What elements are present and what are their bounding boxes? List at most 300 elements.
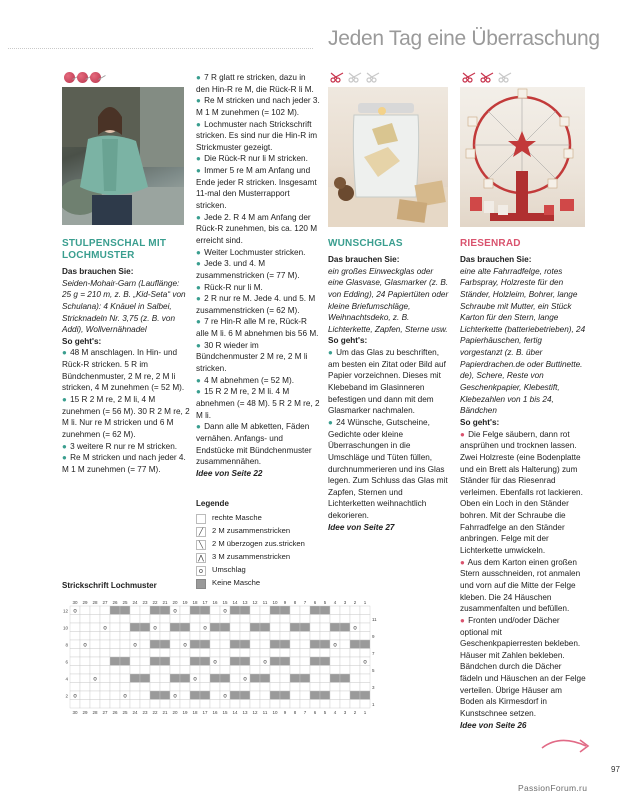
chart-col-label: 29	[82, 710, 88, 715]
chart-cell-no-stitch	[150, 657, 160, 666]
chart-cell	[360, 683, 370, 692]
legend-item: Keine Masche	[196, 577, 326, 590]
chart-cell	[260, 700, 270, 709]
chart-cell	[320, 674, 330, 683]
chart-cell	[350, 649, 360, 658]
chart-cell	[90, 657, 100, 666]
chart-cell	[80, 632, 90, 641]
chart-cell-symbol: o	[363, 659, 367, 666]
chart-row-label: 1	[372, 702, 375, 707]
chart-cell	[190, 700, 200, 709]
chart-col-label: 17	[202, 710, 208, 715]
k2tog-icon: ╱	[196, 527, 206, 537]
step-item: ● Die Rück-R nur li M stricken.	[196, 154, 308, 164]
chart-cell-no-stitch	[120, 606, 130, 615]
chart-cell	[110, 615, 120, 624]
chart-cell	[100, 606, 110, 615]
chart-cell	[90, 649, 100, 658]
chart-col-label: 12	[252, 710, 258, 715]
legend-item: ⋀ 3 M zusammenstricken	[196, 551, 326, 564]
chart-cell	[220, 615, 230, 624]
chart-cell-no-stitch	[130, 674, 140, 683]
chart-cell-no-stitch	[360, 640, 370, 649]
chart-col-label: 7	[303, 600, 307, 605]
step-item: ● Lochmuster nach Strickschrift stricken. Es sind nur die Hin-R im Strickmuster gezeigt.	[196, 119, 318, 152]
chart-cell-no-stitch	[350, 640, 360, 649]
chart-cell-no-stitch	[330, 674, 340, 683]
chart-cell-no-stitch	[320, 606, 330, 615]
chart-cell	[270, 615, 280, 624]
chart-cell	[240, 683, 250, 692]
step-item: ● 4 M abnehmen (= 52 M).	[196, 375, 295, 385]
chart-cell	[160, 632, 170, 641]
chart-cell	[140, 606, 150, 615]
chart-cell	[120, 649, 130, 658]
chart-cell	[110, 623, 120, 632]
chart-cell	[200, 632, 210, 641]
chart-cell-no-stitch	[310, 606, 320, 615]
chart-cell-no-stitch	[220, 674, 230, 683]
chart-cell	[80, 691, 90, 700]
legend-item: rechte Masche	[196, 512, 326, 525]
chart-cell	[180, 666, 190, 675]
chart-cell	[300, 632, 310, 641]
chart-cell-no-stitch	[170, 674, 180, 683]
chart-cell	[90, 666, 100, 675]
chart-cell-no-stitch	[290, 623, 300, 632]
chart-col-label: 30	[72, 710, 78, 715]
chart-cell	[70, 683, 80, 692]
chart-cell	[150, 683, 160, 692]
chart-cell	[300, 666, 310, 675]
chart-cell	[300, 606, 310, 615]
column-wish-jar	[328, 238, 450, 533]
chart-cell	[130, 657, 140, 666]
continue-arrow-icon	[540, 730, 596, 760]
chart-cell-no-stitch	[250, 674, 260, 683]
chart-cell-no-stitch	[240, 691, 250, 700]
chart-col-label: 10	[272, 710, 278, 715]
chart-cell	[320, 683, 330, 692]
scissors-icons-3	[462, 72, 522, 84]
step-item: ● 15 R 2 M re, 2 M li, 4 M zunehmen (= 56 M). 30 R 2 M re, 2 M li. Nur re M stricken und 6 M zunehmen (= 62 M).	[62, 395, 190, 439]
chart-cell	[90, 615, 100, 624]
chart-cell	[110, 640, 120, 649]
idee-reference: Idee von Seite 27	[328, 522, 395, 532]
step-item: ● 48 M anschlagen. In Hin- und Rück-R stricken. 5 R im Bündchenmuster, 2 M re, 2 M li stricken, 4 M zunehmen (= 52 M).	[62, 348, 185, 393]
chart-cell	[250, 683, 260, 692]
chart-cell	[280, 632, 290, 641]
knit-stitch-icon	[196, 514, 206, 524]
chart-cell	[80, 623, 90, 632]
chart-cell-no-stitch	[300, 623, 310, 632]
chart-cell	[190, 649, 200, 658]
chart-col-label: 13	[242, 600, 248, 605]
chart-cell	[90, 623, 100, 632]
chart-cell	[150, 649, 160, 658]
chart-col-label: 23	[142, 600, 148, 605]
chart-legend	[196, 498, 326, 590]
chart-cell	[250, 691, 260, 700]
chart-cell	[140, 632, 150, 641]
chart-cell	[230, 632, 240, 641]
chart-cell	[180, 649, 190, 658]
chart-cell	[310, 700, 320, 709]
chart-col-label: 6	[313, 710, 317, 715]
chart-cell	[270, 674, 280, 683]
chart-cell	[160, 700, 170, 709]
chart-cell	[160, 674, 170, 683]
chart-cell	[300, 640, 310, 649]
watermark: PassionForum.ru	[518, 783, 588, 793]
chart-col-label: 23	[142, 710, 148, 715]
section-heading-scarf: STULPENSCHAL MIT LOCHMUSTER	[62, 238, 167, 261]
legend-item: ╱ 2 M zusammenstricken	[196, 525, 326, 538]
chart-cell	[290, 700, 300, 709]
chart-cell	[80, 666, 90, 675]
chart-cell	[170, 666, 180, 675]
chart-cell	[310, 623, 320, 632]
chart-cell	[190, 666, 200, 675]
chart-cell	[130, 691, 140, 700]
chart-cell	[260, 683, 270, 692]
difficulty-icons-1	[64, 72, 101, 83]
chart-col-label: 25	[122, 710, 128, 715]
chart-col-label: 6	[313, 600, 317, 605]
chart-cell	[140, 657, 150, 666]
chart-cell	[110, 674, 120, 683]
chart-cell	[270, 632, 280, 641]
steps-label: So geht's:	[460, 417, 500, 427]
chart-cell-no-stitch	[160, 657, 170, 666]
chart-cell	[130, 649, 140, 658]
bullet-icon: ●	[196, 422, 201, 432]
chart-cell	[170, 632, 180, 641]
chart-cell	[280, 649, 290, 658]
chart-col-label: 24	[132, 710, 138, 715]
chart-cell-symbol: o	[73, 693, 77, 700]
chart-cell-no-stitch	[240, 640, 250, 649]
chart-cell	[220, 666, 230, 675]
bullet-icon: ●	[196, 96, 201, 106]
chart-cell	[210, 691, 220, 700]
step-item: ● 24 Wünsche, Gutscheine, Gedichte oder kleine Überraschungen in die Umschläge und Tüten füllen, durchnummerieren und ins Glas legen. Zum Schluss das Glas mit Zapfen, Sternen und Lichterketten weihnachtlich dekorieren.	[328, 417, 448, 521]
chart-cell	[80, 674, 90, 683]
chart-cell	[260, 649, 270, 658]
chart-cell-no-stitch	[150, 640, 160, 649]
chart-cell	[290, 666, 300, 675]
chart-cell	[110, 632, 120, 641]
chart-cell-symbol: o	[333, 642, 337, 649]
chart-cell	[230, 649, 240, 658]
chart-cell	[180, 615, 190, 624]
chart-cell	[130, 632, 140, 641]
chart-cell	[130, 606, 140, 615]
chart-cell	[190, 615, 200, 624]
chart-cell	[340, 700, 350, 709]
chart-cell	[250, 700, 260, 709]
chart-col-label: 14	[232, 710, 238, 715]
chart-col-label: 19	[182, 710, 188, 715]
chart-cell	[220, 649, 230, 658]
chart-cell-no-stitch	[190, 657, 200, 666]
chart-cell-no-stitch	[230, 657, 240, 666]
chart-cell	[230, 623, 240, 632]
chart-cell	[180, 700, 190, 709]
chart-cell-symbol: o	[173, 693, 177, 700]
chart-cell	[120, 632, 130, 641]
chart-cell	[140, 683, 150, 692]
chart-cell	[160, 666, 170, 675]
chart-col-label: 26	[112, 710, 118, 715]
chart-title: Strickschrift Lochmuster	[62, 581, 157, 590]
chart-cell-no-stitch	[160, 640, 170, 649]
chart-cell	[140, 666, 150, 675]
chart-cell	[210, 606, 220, 615]
chart-cell-no-stitch	[280, 657, 290, 666]
chart-cell-no-stitch	[230, 691, 240, 700]
chart-cell	[340, 615, 350, 624]
chart-cell-symbol: o	[73, 608, 77, 615]
chart-cell	[160, 649, 170, 658]
chart-cell	[340, 632, 350, 641]
chart-cell	[340, 683, 350, 692]
chart-cell-no-stitch	[260, 623, 270, 632]
chart-cell-no-stitch	[160, 691, 170, 700]
column-scarf-continued	[196, 72, 320, 479]
chart-cell	[120, 666, 130, 675]
chart-cell	[230, 666, 240, 675]
chart-cell	[180, 632, 190, 641]
chart-cell	[140, 649, 150, 658]
chart-cell	[100, 683, 110, 692]
bullet-icon: ●	[196, 340, 201, 350]
step-item: ● Um das Glas zu beschriften, am besten ein Zitat oder Bild auf Papier vorzeichnen. Dieses mit Klebeband im Glasinneren befestigen und dann mit dem Glasmarker nachmalen.	[328, 348, 446, 416]
chart-row-label: 7	[372, 651, 375, 656]
chart-cell	[230, 615, 240, 624]
chart-row-label: 5	[372, 668, 375, 673]
chart-cell	[210, 666, 220, 675]
chart-cell	[260, 666, 270, 675]
chart-col-label: 30	[72, 600, 78, 605]
chart-col-label: 1	[363, 710, 367, 715]
chart-cell-no-stitch	[280, 691, 290, 700]
chart-cell	[240, 632, 250, 641]
needs-text: eine alte Fahrradfelge, rotes Farbspray, Holzreste für den Ständer, Holzleim, Bohrer, lange Schraube mit Mutter, ein Stück Karton für den Stern, lange Lichterkette (batteriebetrieben), 24 Papierhäuschen, fertig vorgestanzt (z. B. über Papierdrachen.de oder Buttinette. de), Schere, Reste von Geschenkpapier, Klebestift, Klebezahlen von 1 bis 24, Bändchen	[460, 266, 586, 416]
chart-cell	[120, 640, 130, 649]
chart-cell	[230, 683, 240, 692]
chart-cell-no-stitch	[230, 640, 240, 649]
chart-col-label: 18	[192, 710, 198, 715]
chart-cell-no-stitch	[330, 623, 340, 632]
chart-cell	[350, 700, 360, 709]
chart-cell	[300, 649, 310, 658]
chart-cell	[100, 657, 110, 666]
bullet-icon: ●	[196, 317, 201, 327]
chart-cell	[70, 657, 80, 666]
chart-col-label: 15	[222, 600, 228, 605]
chart-cell	[290, 615, 300, 624]
chart-cell	[80, 649, 90, 658]
needs-text: Seiden-Mohair-Garn (Lauflänge: 25 g = 210 m, z. B. „Kid-Seta“ von Schulana): 4 Knäuel in Salbei, Stricknadeln Nr. 3,75 (z. B. von Addi), Wollvernähnadel	[62, 278, 186, 335]
chart-cell	[80, 615, 90, 624]
chart-cell-no-stitch	[200, 691, 210, 700]
chart-cell	[290, 606, 300, 615]
chart-cell-no-stitch	[270, 606, 280, 615]
chart-cell	[120, 700, 130, 709]
chart-cell	[330, 649, 340, 658]
chart-row-label: 6	[65, 659, 68, 665]
chart-cell	[180, 606, 190, 615]
chart-cell	[100, 640, 110, 649]
chart-cell	[80, 700, 90, 709]
chart-cell	[340, 691, 350, 700]
chart-cell	[300, 700, 310, 709]
chart-col-label: 4	[333, 600, 337, 605]
chart-cell	[280, 683, 290, 692]
bullet-icon: ●	[460, 429, 465, 439]
chart-cell	[360, 632, 370, 641]
steps-label: So geht's:	[62, 336, 102, 346]
chart-cell	[210, 615, 220, 624]
chart-cell-symbol: o	[133, 642, 137, 649]
section-heading-riesenrad: RIESENRAD	[460, 238, 521, 249]
chart-cell	[210, 683, 220, 692]
step-item: ● 2 R nur re M. Jede 4. und 5. M zusammenstricken (= 62 M).	[196, 294, 316, 315]
chart-cell-no-stitch	[310, 657, 320, 666]
step-item: ● Die Felge säubern, dann rot ansprühen und trocknen lassen. Zwei Holzreste (eine Bodenplatte und ein Brett als Halterung) zum Ständer für das Riesenrad verleimen. Ebenfalls rot lackieren. Oben ein Loch in den Ständer bohren. Mit der Schraube die Fahrradfelge an den Ständer anbringen. Felge mit der Lichterkette umwickeln.	[460, 429, 583, 556]
chart-cell-symbol: o	[223, 693, 227, 700]
needs-text: ein großes Einweckglas oder eine Glasvase, Glasmarker (z. B. von Edding), 24 Papiertüten oder kleine Briefumschläge, Weihnachtsdeko, z. B. Lichterkette, Zapfen, Sterne usw.	[328, 266, 449, 334]
chart-cell	[290, 683, 300, 692]
step-item: ● Re M stricken und nach jeder 3. M 1 M zunehmen (= 102 M).	[196, 96, 320, 117]
chart-cell	[190, 623, 200, 632]
chart-cell-no-stitch	[270, 640, 280, 649]
chart-cell	[140, 640, 150, 649]
column-ferris-wheel	[460, 238, 586, 731]
chart-cell	[160, 615, 170, 624]
chart-cell	[170, 700, 180, 709]
chart-cell-no-stitch	[270, 691, 280, 700]
chart-col-label: 16	[212, 710, 218, 715]
ssk-icon: ╲	[196, 540, 206, 550]
chart-col-label: 27	[102, 600, 108, 605]
bullet-icon: ●	[328, 348, 333, 358]
chart-cell	[100, 691, 110, 700]
chart-cell	[150, 615, 160, 624]
chart-cell	[240, 623, 250, 632]
chart-cell-no-stitch	[140, 623, 150, 632]
chart-col-label: 5	[323, 710, 327, 715]
chart-cell	[350, 615, 360, 624]
chart-cell	[280, 615, 290, 624]
chart-col-label: 1	[363, 600, 367, 605]
chart-cell	[70, 700, 80, 709]
chart-cell-symbol: o	[93, 676, 97, 683]
chart-cell	[220, 683, 230, 692]
chart-cell-no-stitch	[140, 674, 150, 683]
chart-cell	[260, 691, 270, 700]
chart-cell	[210, 649, 220, 658]
chart-cell	[200, 700, 210, 709]
yarn-ball-icon	[77, 72, 88, 83]
chart-col-label: 20	[172, 600, 178, 605]
chart-col-label: 9	[283, 600, 287, 605]
chart-cell	[170, 640, 180, 649]
chart-cell	[340, 606, 350, 615]
chart-cell-symbol: o	[243, 676, 247, 683]
steps-label: So geht's:	[328, 336, 368, 346]
bullet-icon: ●	[62, 453, 67, 463]
chart-cell-symbol: o	[153, 625, 157, 632]
chart-col-label: 8	[293, 710, 297, 715]
chart-cell	[300, 615, 310, 624]
bullet-icon: ●	[62, 348, 67, 358]
chart-cell-no-stitch	[200, 640, 210, 649]
chart-col-label: 22	[152, 600, 158, 605]
chart-cell-no-stitch	[300, 674, 310, 683]
chart-cell	[90, 683, 100, 692]
chart-cell	[210, 700, 220, 709]
chart-cell-symbol: o	[123, 693, 127, 700]
chart-cell	[100, 674, 110, 683]
chart-cell	[90, 700, 100, 709]
needs-label: Das brauchen Sie:	[62, 267, 134, 276]
chart-col-label: 24	[132, 600, 138, 605]
chart-cell	[340, 640, 350, 649]
idee-reference: Idee von Seite 26	[460, 720, 527, 730]
legend-item: o Umschlag	[196, 564, 326, 577]
chart-col-label: 8	[293, 600, 297, 605]
chart-cell	[160, 623, 170, 632]
chart-cell-no-stitch	[260, 674, 270, 683]
chart-cell	[110, 666, 120, 675]
chart-col-label: 17	[202, 600, 208, 605]
chart-cell-symbol: o	[203, 625, 207, 632]
bullet-icon: ●	[62, 395, 67, 405]
chart-cell-no-stitch	[310, 640, 320, 649]
chart-cell	[310, 632, 320, 641]
chart-cell	[220, 700, 230, 709]
chart-cell-no-stitch	[350, 691, 360, 700]
bullet-icon: ●	[196, 375, 201, 385]
bullet-icon: ●	[328, 417, 333, 427]
needs-label: Das brauchen Sie:	[460, 255, 532, 264]
chart-cell	[250, 615, 260, 624]
chart-cell-no-stitch	[230, 606, 240, 615]
legend-item: ╲ 2 M überzogen zus.stricken	[196, 538, 326, 551]
chart-cell-no-stitch	[170, 623, 180, 632]
bullet-icon: ●	[196, 73, 201, 82]
chart-cell	[140, 700, 150, 709]
chart-cell	[290, 691, 300, 700]
chart-col-label: 22	[152, 710, 158, 715]
chart-cell-no-stitch	[290, 674, 300, 683]
chart-cell-no-stitch	[280, 606, 290, 615]
chart-cell	[70, 649, 80, 658]
chart-cell-no-stitch	[210, 623, 220, 632]
chart-cell	[220, 632, 230, 641]
chart-cell	[90, 632, 100, 641]
bullet-icon: ●	[196, 166, 201, 176]
chart-cell	[70, 666, 80, 675]
chart-cell	[330, 615, 340, 624]
step-item: ● 3 weitere R nur re M stricken.	[62, 441, 178, 451]
chart-col-label: 11	[262, 710, 268, 715]
chart-cell	[260, 640, 270, 649]
chart-cell	[240, 666, 250, 675]
chart-cell-no-stitch	[240, 606, 250, 615]
